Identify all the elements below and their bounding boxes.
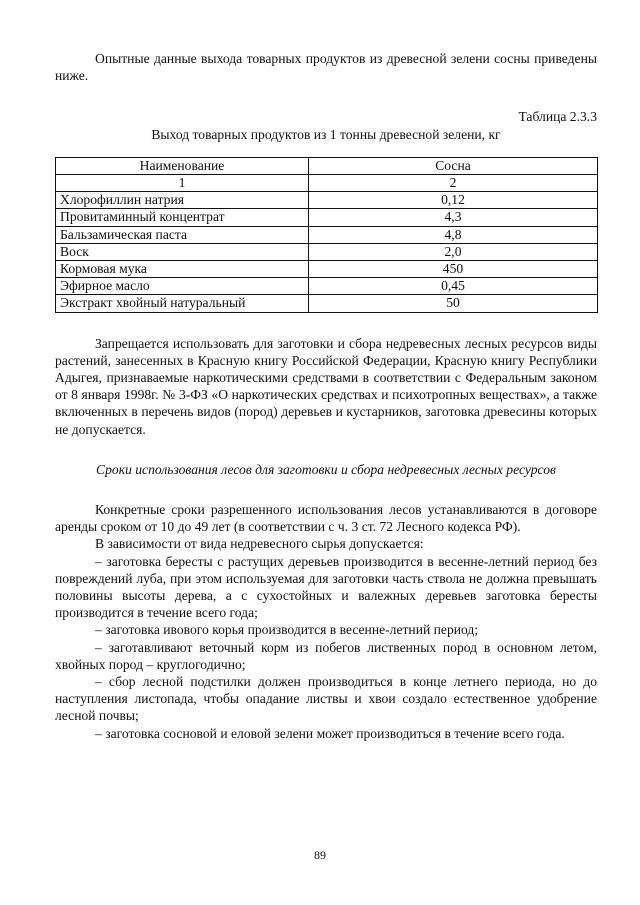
table-row: [56, 192, 598, 209]
table-header-name: Наименование: [56, 157, 309, 174]
table-row: [56, 295, 598, 312]
table-cell-name: Провитаминный концентрат: [56, 209, 309, 226]
table-index-row: [56, 175, 598, 192]
yield-table: [55, 157, 598, 313]
table-title: Выход товарных продуктов из 1 тонны древесной зелени, кг: [151, 126, 501, 142]
table-cell-value: 50: [309, 295, 598, 312]
table-number: Таблица 2.3.3: [518, 109, 597, 125]
list-item: – сбор лесной подстилки должен производиться в конце летнего периода, но до наступления листопада, чтобы опадание листвы и хвои создало естественное удобрение лесной почвы;: [55, 673, 597, 724]
list-item: – заготовка ивового корья производится в весенне-летний период;: [95, 622, 479, 638]
table-cell-value: 4,8: [309, 226, 598, 243]
table-cell-value: 2,0: [309, 243, 598, 260]
table-cell-value: 450: [309, 260, 598, 277]
table-row: [56, 226, 598, 243]
table-cell-name: Хлорофиллин натрия: [56, 192, 309, 209]
table-row: [56, 243, 598, 260]
page-number: 89: [314, 848, 326, 862]
intro-paragraph: Опытные данные выхода товарных продуктов из древесной зелени сосны приведены ниже.: [55, 51, 597, 84]
table-cell-name: Воск: [56, 243, 309, 260]
document-page: [55, 50, 597, 742]
table-cell-name: Кормовая мука: [56, 260, 309, 277]
table-index-1: 1: [56, 175, 309, 192]
table-cell-value: 0,45: [309, 278, 598, 295]
table-row: [56, 260, 598, 277]
prohibition-paragraph: Запрещается использовать для заготовки и сбора недревесных лесных ресурсов виды растений, занесенных в Красную книгу Российской Федерации, Красную книгу Республики Адыгея, признаваемые наркотическими средствами в соответствии с Федеральным законом от 8 января 1998г. № 3-ФЗ «О наркотических средствах и психотропных веществах», а также включенных в перечень видов (пород) деревьев и кустарников, заготовка древесины которых не допускается.: [55, 335, 597, 437]
table-cell-name: Экстракт хвойный натуральный: [56, 295, 309, 312]
table-row: [56, 209, 598, 226]
table-row: [56, 278, 598, 295]
table-header-row: [56, 157, 598, 174]
table-index-2: 2: [309, 175, 598, 192]
section-subheading: Сроки использования лесов для заготовки и сбора недревесных лесных ресурсов: [96, 461, 556, 477]
table-header-pine: Сосна: [309, 157, 598, 174]
table-cell-value: 4,3: [309, 209, 598, 226]
list-item: – заготавливают веточный корм из побегов лиственных пород в основном летом, хвойных пород – круглогодично;: [55, 639, 597, 672]
table-cell-value: 0,12: [309, 192, 598, 209]
table-cell-name: Эфирное масло: [56, 278, 309, 295]
terms-paragraph: Конкретные сроки разрешенного использования лесов устанавливаются в договоре аренды сроком от 10 до 49 лет (в соответствии с ч. 3 ст. 72 Лесного кодекса РФ).: [55, 501, 597, 535]
list-item: – заготовка бересты с растущих деревьев производится в весенне-летний период без повреждений луба, при этом используемая для заготовки часть ствола не должна превышать половины высоты дерева, а с сухостойных и валежных деревьев заготовка бересты производится в течение всего года;: [55, 553, 597, 621]
allowed-intro: В зависимости от вида недревесного сырья допускается:: [95, 536, 424, 552]
list-item: – заготовка сосновой и еловой зелени может производиться в течение всего года.: [95, 725, 565, 741]
table-cell-name: Бальзамическая паста: [56, 226, 309, 243]
